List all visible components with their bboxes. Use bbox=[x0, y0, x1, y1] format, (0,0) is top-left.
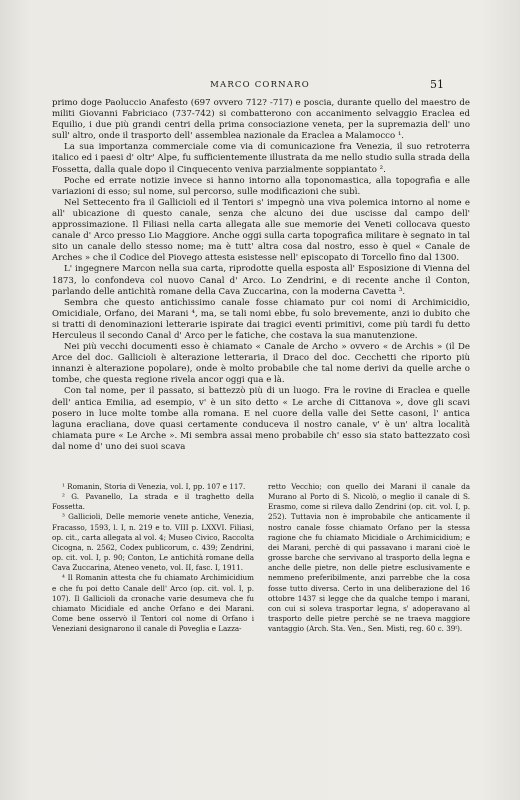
paragraph: Poche ed errate notizie invece si hanno intorno alla toponomastica, alla topografia e alle variazioni di esso; sul nome, sul percorso, sulle modificazioni che subì. bbox=[52, 175, 470, 197]
running-head bbox=[0, 78, 520, 94]
main-text bbox=[52, 98, 470, 453]
paragraph: primo doge Paoluccio Anafesto (697 ovvero 712? -717) e poscia, durante quello del maestro de militi Giovanni Fabriciaco (737-742) si combatterono con accanimento selvaggio Eraclea ed Equilio, i due più grandi centri della prima consociazione veneta, per la supremazia dell' uno sull' altro, onde il trasporto dell' assemblea nazionale da Eraclea a Malamocco ¹. bbox=[52, 98, 470, 142]
paragraph: Sembra che questo antichissimo canale fosse chiamato pur coi nomi di Archimicidio, Omicidiale, Orfano, dei Marani ⁴, ma, se tali nomi ebbe, fu solo brevemente, anzi io dubito che si tratti di denominazioni letterarie ispirate dai tragici eventi primitivi, come più tardi fu detto Herculeus il secondo Canal d' Arco per le fatiche, che costava la sua manutenzione. bbox=[52, 297, 470, 341]
footnote-column-right bbox=[268, 482, 470, 634]
running-title: MARCO CORNARO bbox=[210, 80, 310, 90]
paragraph: La sua importanza commerciale come via di comunicazione fra Venezia, il suo retroterra italico ed i paesi d' oltr' Alpe, fu sufficientemente illustrata da me nello studio sulla strada della Fossetta, dalla quale dopo il Cinquecento veniva parzialmente soppiantato ². bbox=[52, 142, 470, 175]
paragraph: Con tal nome, per il passato, si battezzò più di un luogo. Fra le rovine di Eraclea e quelle dell' antica Emilia, ad esempio, v' è un sito detto « Le arche di Cittanova », dove gli scavi posero in luce molte tombe alla romana. E nel cuore della valle dei Sette casoni, l' antica laguna eracliana, dove quasi certamente conduceva il nostro canale, v' è un' altra località chiamata pure « Le Arche ». Mi sembra assai meno probabile ch' esso sia stato battezzato così dal nome d' uno dei suoi scava bbox=[52, 386, 470, 452]
footnote-continuation: retto Vecchio; con quello dei Marani il canale da Murano al Porto di S. Nicolò, o meglio il canale di S. Erasmo, come si rileva dallo Zendrini (op. cit. vol. I, p. 252). Tuttavia non è improbabile che anticamente il nostro canale fosse chiamato Orfano per la stessa ragione che fu chiamato Micidiale o Archimicidium; e dei Marani, perchè di qui passavano i marani cioè le grosse barche che servivano al trasporto della legna e anche delle pietre, non delle pietre esclusivamente e nemmeno preferibilmente, anzi parrebbe che la cosa fosse tutto diversa. Certo in una deliberazione del 16 ottobre 1437 si legge che da qualche tempo i marani, con cui si soleva trasportar legna, s' adoperavano al trasporto delle pietre perchè se ne traeva maggiore vantaggio (Arch. Sta. Ven., Sen. Misti, reg. 60 c. 39ᵗ). bbox=[268, 482, 470, 634]
page-number: 51 bbox=[430, 78, 444, 91]
footnote: ⁴ Il Romanin attesta che fu chiamato Archimicidium e che fu poi detto Canale dell' Arco (op. cit. vol. I, p. 107). Il Gallicioli da cronache varie desumeva che fu chiamato Micidiale ed anche Orfano e dei Marani. Come bene osservò il Tentori col nome di Orfano i Veneziani designarono il canale di Poveglia e Lazza- bbox=[52, 573, 254, 634]
footnotes bbox=[52, 482, 470, 634]
footnote: ³ Gallicioli, Delle memorie venete antiche, Venezia, Fracasso, 1593, l. I, n. 219 e to. VIII p. LXXVI. Filiasi, op. cit., carta allegata al vol. 4; Museo Civico, Raccolta Cicogna, n. 2562, Codex publicorum, c. 439; Zendrini, op. cit. vol. I, p. 90; Conton, Le antichità romane della Cava Zuccarina, Ateneo veneto, vol. II, fasc. I, 1911. bbox=[52, 512, 254, 573]
footnote: ¹ Romanin, Storia di Venezia, vol. I, pp. 107 e 117. bbox=[62, 482, 246, 491]
paragraph: Nel Settecento fra il Gallicioli ed il Tentori s' impegnò una viva polemica intorno al nome e all' ubicazione di questo canale, senza che alcuno dei due uscisse dal campo dell' approssimazione. Il Filiasi nella carta allegata alle sue memorie dei Veneti collocava questo canale d' Arco presso Lio Maggiore. Anche oggi sulla carta topografica militare è segnato in tal sito un canale dello stesso nome; ma è tutt' altra cosa dal nostro, esso è quel « Canale de Arches » che il Codice del Piovego attesta esistesse nell' episcopato di Torcello fino dal 1300. bbox=[52, 197, 470, 264]
footnote-column-left bbox=[52, 482, 254, 634]
footnote: ² G. Pavanello, La strada e il traghetto della Fossetta. bbox=[52, 492, 254, 512]
paragraph: L' ingegnere Marcon nella sua carta, riprodotte quella esposta all' Esposizione di Vienna del 1873, lo confondeva col nuovo Canal d' Arco. Lo Zendrini, e di recente anche il Conton, parlando delle antichità romane della Cava Zuccarina, con la moderna Cavetta ³. bbox=[52, 264, 470, 297]
paragraph: Nei più vecchi documenti esso è chiamato « Canale de Archo » ovvero « de Archis » (il De Arce del doc. Gallicioli è alterazione letteraria, il Draco del doc. Cecchetti che riporto più innanzi è alterazione popolare), onde è molto probabile che tal nome derivi da quelle arche o tombe, che questa regione rivela ancor oggi qua e là. bbox=[52, 342, 470, 386]
